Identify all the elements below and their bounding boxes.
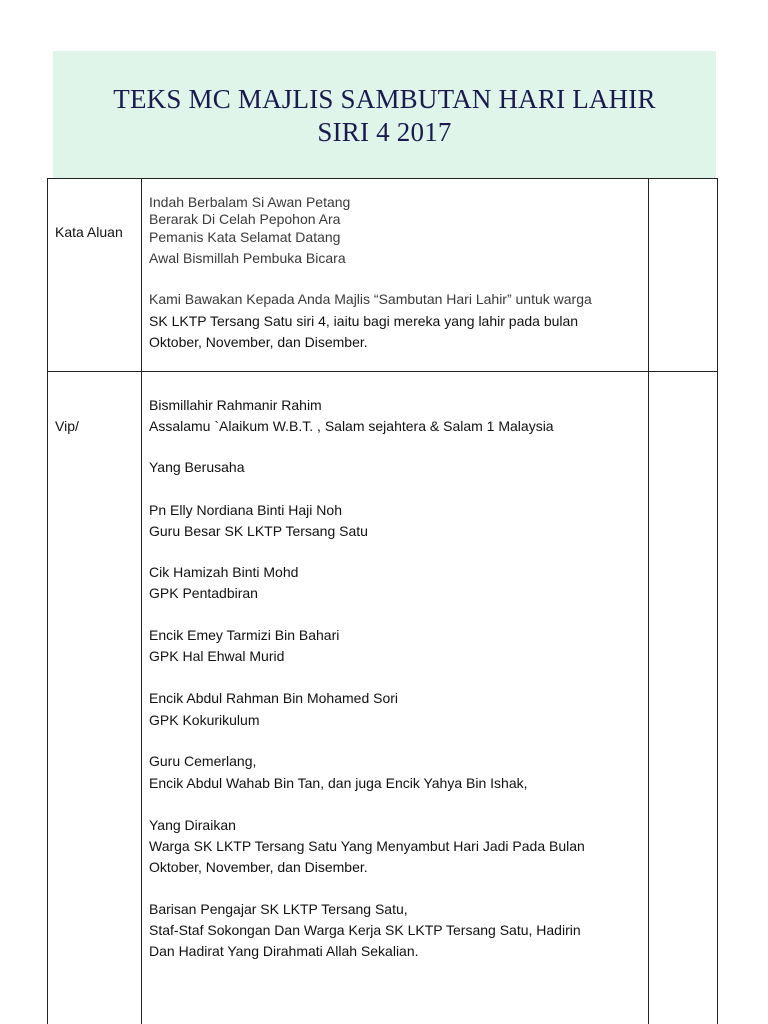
document-title-line-2: SIRI 4 2017 — [317, 117, 452, 147]
table-column-divider-1 — [141, 178, 142, 1024]
table-border-left — [47, 178, 48, 1024]
vip-name: Pn Elly Nordiana Binti Haji Noh — [149, 502, 342, 518]
table-row-divider — [47, 371, 718, 372]
document-title-line-1: TEKS MC MAJLIS SAMBUTAN HARI LAHIR — [113, 84, 656, 114]
section-heading: Yang Berusaha — [149, 459, 245, 475]
pantun-line: Awal Bismillah Pembuka Bicara — [149, 250, 346, 266]
row-label-kata-aluan: Kata Aluan — [55, 224, 123, 240]
section-heading: Yang Diraikan — [149, 817, 236, 833]
table-column-divider-2 — [648, 178, 649, 1024]
pantun-line: Indah Berbalam Si Awan Petang — [149, 194, 351, 210]
vip-name: Encik Abdul Wahab Bin Tan, dan juga Encik Yahya Bin Ishak, — [149, 775, 528, 791]
table-border-right — [717, 178, 718, 1024]
audience-line: Barisan Pengajar SK LKTP Tersang Satu, — [149, 901, 408, 917]
honoree-line: Oktober, November, dan Disember. — [149, 859, 368, 875]
pantun-line: Pemanis Kata Selamat Datang — [149, 229, 341, 245]
vip-position: GPK Kokurikulum — [149, 712, 260, 728]
vip-name: Encik Abdul Rahman Bin Mohamed Sori — [149, 690, 399, 706]
vip-position: GPK Hal Ehwal Murid — [149, 648, 285, 664]
intro-line: Kami Bawakan Kepada Anda Majlis “Sambutan Hari Lahir” untuk warga — [149, 291, 592, 307]
intro-line: SK LKTP Tersang Satu siri 4, iaitu bagi mereka yang lahir pada bulan — [149, 313, 579, 329]
audience-line: Dan Hadirat Yang Dirahmati Allah Sekalian. — [149, 943, 419, 959]
row-label-vip: Vip/ — [55, 418, 79, 434]
honoree-line: Warga SK LKTP Tersang Satu Yang Menyambut Hari Jadi Pada Bulan — [149, 838, 585, 854]
vip-name: Cik Hamizah Binti Mohd — [149, 564, 299, 580]
table-border-top — [47, 178, 718, 179]
pantun-line: Berarak Di Celah Pepohon Ara — [149, 211, 341, 227]
greeting-line: Bismillahir Rahmanir Rahim — [149, 397, 322, 413]
greeting-line: Assalamu `Alaikum W.B.T. , Salam sejahtera & Salam 1 Malaysia — [149, 418, 554, 434]
vip-name: Encik Emey Tarmizi Bin Bahari — [149, 627, 340, 643]
document-header — [53, 51, 716, 179]
vip-position: Guru Besar SK LKTP Tersang Satu — [149, 523, 368, 539]
section-heading: Guru Cemerlang, — [149, 753, 257, 769]
audience-line: Staf-Staf Sokongan Dan Warga Kerja SK LKTP Tersang Satu, Hadirin — [149, 922, 581, 938]
intro-line: Oktober, November, dan Disember. — [149, 334, 368, 350]
vip-position: GPK Pentadbiran — [149, 585, 258, 601]
